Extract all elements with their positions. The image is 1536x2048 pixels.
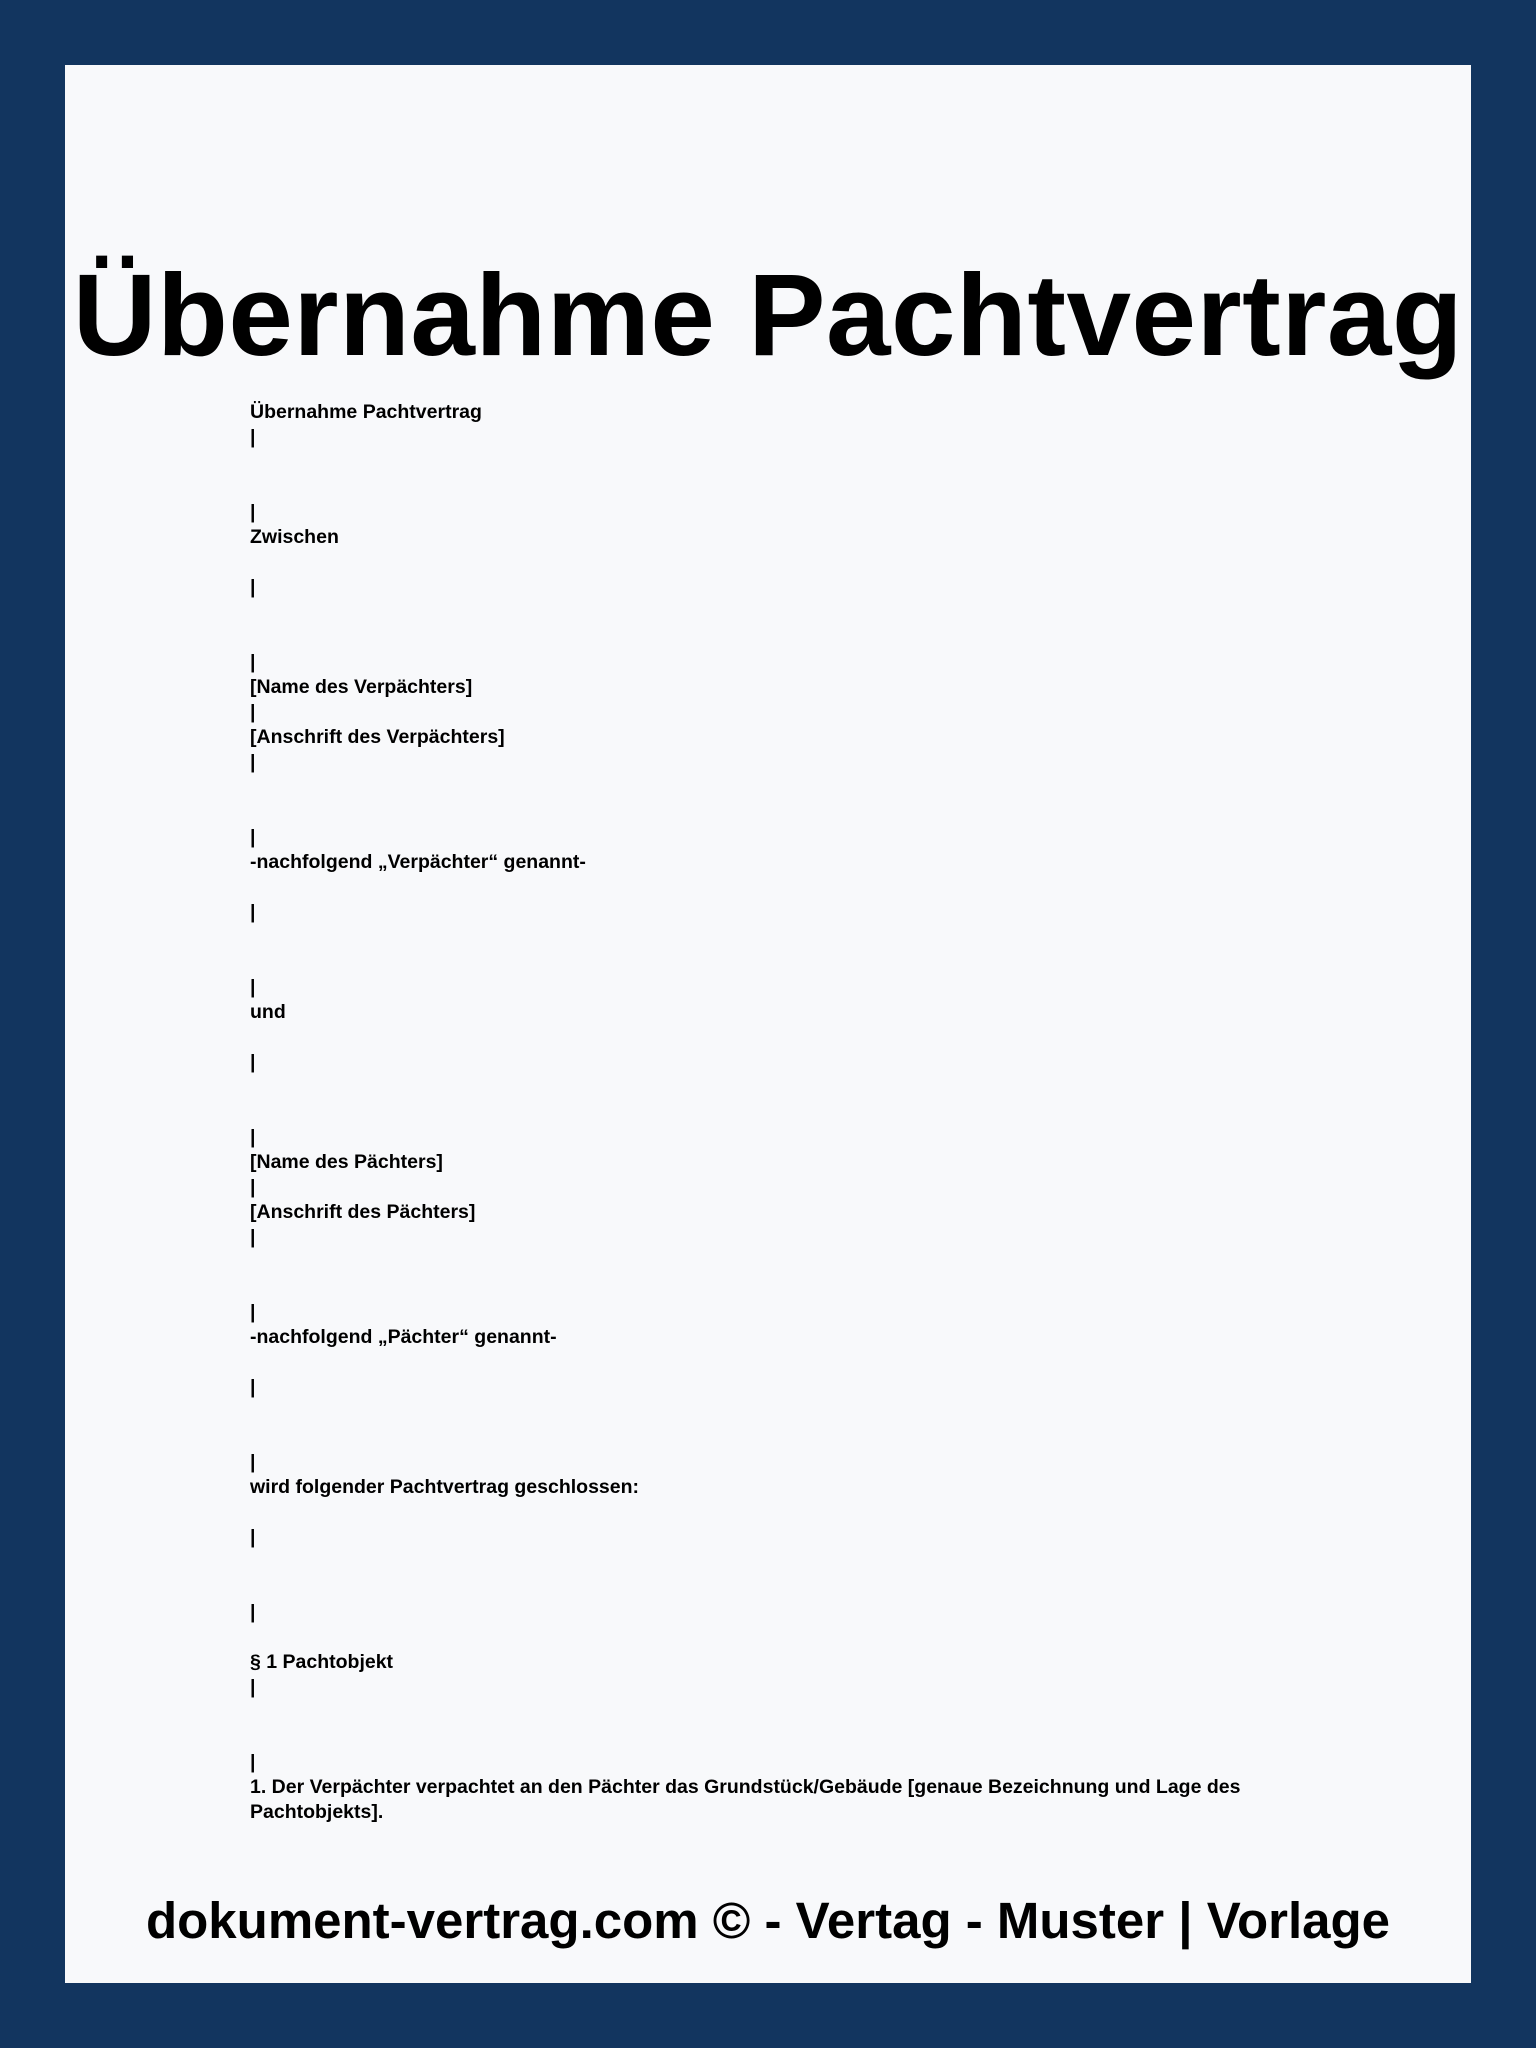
separator-line: | — [250, 1676, 256, 1698]
blank-line — [250, 950, 1350, 975]
text-line: und — [250, 1001, 286, 1023]
blank-line — [250, 1425, 1350, 1450]
blank-line — [250, 1350, 1350, 1375]
separator-line: | — [250, 701, 256, 723]
separator-line: | — [250, 1226, 256, 1248]
separator-line: | — [250, 826, 256, 848]
blank-line — [250, 1075, 1350, 1100]
blank-line — [250, 1100, 1350, 1125]
blank-line — [250, 1700, 1350, 1725]
separator-line: | — [250, 976, 256, 998]
separator-line: | — [250, 751, 256, 773]
blank-line — [250, 1250, 1350, 1275]
separator-line: | — [250, 1751, 256, 1773]
blank-line — [250, 550, 1350, 575]
text-line: [Name des Pächters] — [250, 1151, 443, 1173]
text-line: Übernahme Pachtvertrag — [250, 401, 482, 423]
page-title: Übernahme Pachtvertrag — [72, 250, 1464, 380]
blank-line — [250, 1275, 1350, 1300]
blank-line — [250, 1625, 1350, 1650]
blank-line — [250, 925, 1350, 950]
footer-watermark: dokument-vertrag.com © - Vertag - Muster | Vorlage — [146, 1892, 1390, 1949]
separator-line: | — [250, 1451, 256, 1473]
separator-line: | — [250, 1051, 256, 1073]
separator-line: | — [250, 1176, 256, 1198]
document-page — [65, 65, 1471, 1983]
text-line: § 1 Pachtobjekt — [250, 1651, 394, 1673]
text-line: [Anschrift des Verpächters] — [250, 726, 505, 748]
separator-line: | — [250, 1126, 256, 1148]
separator-line: | — [250, 576, 256, 598]
separator-line: | — [250, 1526, 256, 1548]
separator-line: | — [250, 1376, 256, 1398]
blank-line — [250, 1550, 1350, 1575]
separator-line: | — [250, 1601, 256, 1623]
blank-line — [250, 775, 1350, 800]
separator-line: | — [250, 1301, 256, 1323]
blank-line — [250, 1025, 1350, 1050]
separator-line: | — [250, 501, 256, 523]
blank-line — [250, 1500, 1350, 1525]
blank-line — [250, 1725, 1350, 1750]
blank-line — [250, 875, 1350, 900]
blank-line — [250, 625, 1350, 650]
blank-line — [250, 800, 1350, 825]
text-line: -nachfolgend „Pächter“ genannt- — [250, 1326, 557, 1348]
separator-line: | — [250, 651, 256, 673]
document-body — [250, 400, 1350, 1825]
text-line: [Anschrift des Pächters] — [250, 1201, 476, 1223]
text-line: 1. Der Verpächter verpachtet an den Pächter das Grundstück/Gebäude [genaue Bezeichnung und Lage des Pachtobjekts]. — [250, 1776, 1241, 1823]
blank-line — [250, 475, 1350, 500]
separator-line: | — [250, 901, 256, 923]
text-line: [Name des Verpächters] — [250, 676, 473, 698]
blank-line — [250, 600, 1350, 625]
text-line: -nachfolgend „Verpächter“ genannt- — [250, 851, 586, 873]
separator-line: | — [250, 426, 256, 448]
text-line: wird folgender Pachtvertrag geschlossen: — [250, 1476, 640, 1498]
blank-line — [250, 1400, 1350, 1425]
text-line: Zwischen — [250, 526, 339, 548]
blank-line — [250, 450, 1350, 475]
blank-line — [250, 1575, 1350, 1600]
